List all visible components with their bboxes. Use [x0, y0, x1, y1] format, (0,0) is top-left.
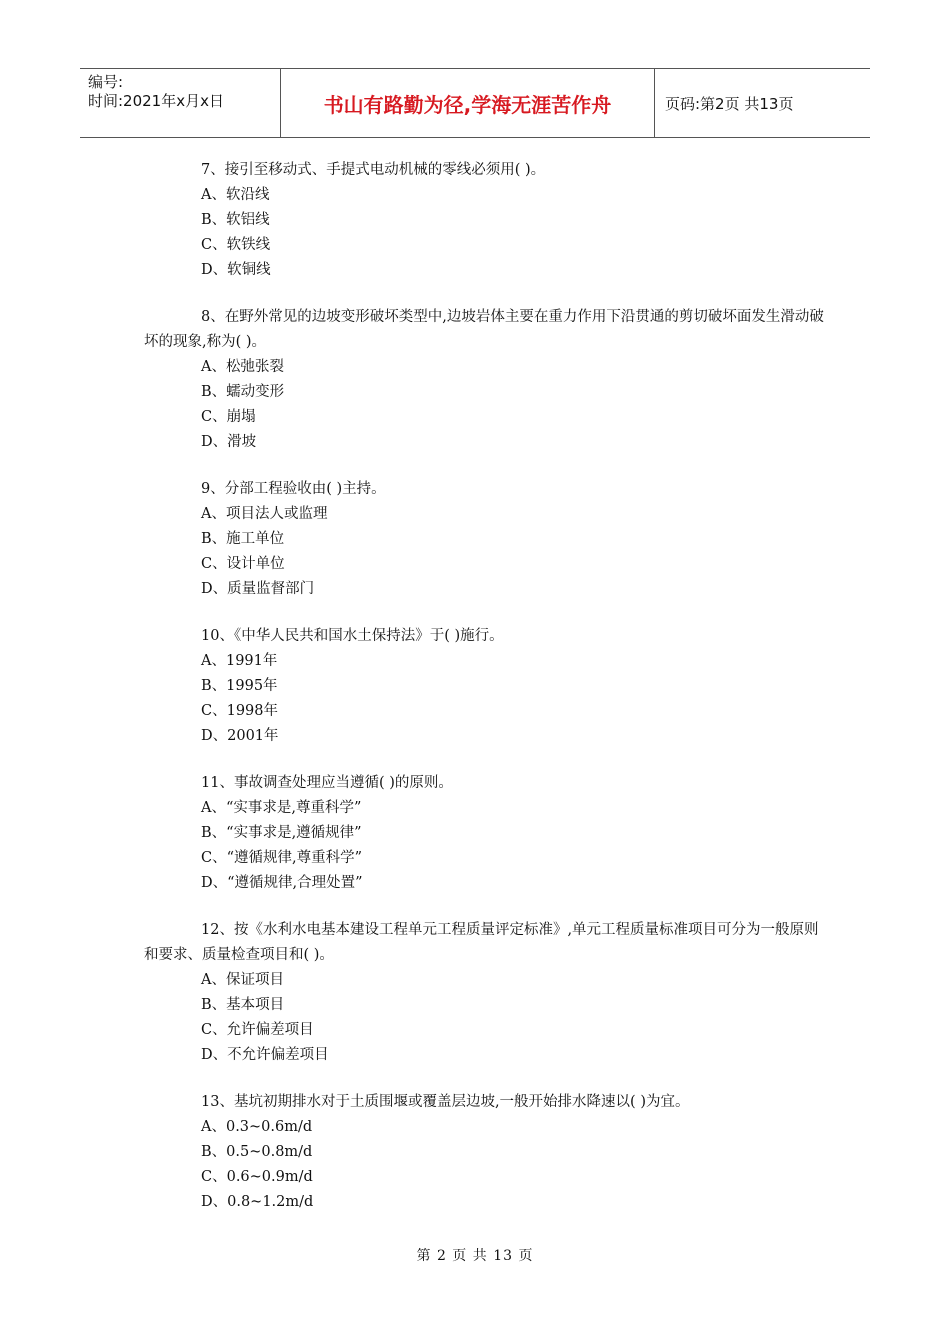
question-text: 8、在野外常见的边坡变形破坏类型中,边坡岩体主要在重力作用下沿贯通的剪切破坏面发生滑动破坏的现象,称为( )。 [144, 309, 824, 350]
header-page-info: 页码:第2页 共13页 [665, 94, 794, 113]
question-12 [144, 918, 824, 1068]
option-c: C、崩塌 [201, 409, 256, 425]
header-motto: 书山有路勤为径,学海无涯苦作舟 [281, 69, 655, 137]
option-d: D、质量监督部门 [201, 581, 315, 597]
option-b: B、基本项目 [201, 997, 285, 1013]
option-d: D、不允许偏差项目 [201, 1047, 329, 1063]
question-7 [144, 158, 824, 283]
question-text: 13、基坑初期排水对于土质围堰或覆盖层边坡,一般开始排水降速以( )为宜。 [201, 1094, 690, 1110]
question-8 [144, 305, 824, 455]
option-b: B、蠕动变形 [201, 384, 285, 400]
page-footer: 第 2 页 共 13 页 [416, 1248, 534, 1264]
option-d: D、滑坡 [201, 434, 257, 450]
option-d: D、软铜线 [201, 262, 271, 278]
option-b: B、施工单位 [201, 531, 285, 547]
number-label: 编号: [88, 73, 124, 91]
option-b: B、0.5~0.8m/d [201, 1144, 313, 1160]
option-c: C、设计单位 [201, 556, 285, 572]
option-c: C、允许偏差项目 [201, 1022, 314, 1038]
option-c: C、“遵循规律,尊重科学” [201, 850, 363, 866]
option-c: C、软铁线 [201, 237, 271, 253]
option-d: D、“遵循规律,合理处置” [201, 875, 363, 891]
option-c: C、1998年 [201, 703, 278, 719]
question-list [144, 158, 824, 1237]
page-header [80, 68, 870, 138]
option-d: D、2001年 [201, 728, 279, 744]
header-left-cell [80, 69, 281, 137]
option-d: D、0.8~1.2m/d [201, 1194, 314, 1210]
question-text: 11、事故调查处理应当遵循( )的原则。 [201, 775, 453, 791]
option-a: A、项目法人或监理 [201, 506, 328, 522]
option-a: A、“实事求是,尊重科学” [201, 800, 362, 816]
option-c: C、0.6~0.9m/d [201, 1169, 313, 1185]
option-b: B、软铝线 [201, 212, 270, 228]
time-label: 时间:2021年x月x日 [88, 92, 224, 110]
option-a: A、松弛张裂 [201, 359, 284, 375]
option-a: A、保证项目 [201, 972, 284, 988]
option-a: A、0.3~0.6m/d [201, 1119, 313, 1135]
question-text: 9、分部工程验收由( )主持。 [201, 481, 386, 497]
question-text: 7、接引至移动式、手提式电动机械的零线必须用( )。 [201, 162, 546, 178]
question-text: 10、《中华人民共和国水土保持法》于( )施行。 [201, 628, 504, 644]
question-13 [144, 1090, 824, 1215]
question-11 [144, 771, 824, 896]
option-b: B、“实事求是,遵循规律” [201, 825, 362, 841]
question-9 [144, 477, 824, 602]
option-a: A、软沿线 [201, 187, 270, 203]
question-text: 12、按《水利水电基本建设工程单元工程质量评定标准》,单元工程质量标准项目可分为一般原则和要求、质量检查项目和( )。 [144, 922, 819, 963]
question-10 [144, 624, 824, 749]
option-a: A、1991年 [201, 653, 278, 669]
option-b: B、1995年 [201, 678, 278, 694]
